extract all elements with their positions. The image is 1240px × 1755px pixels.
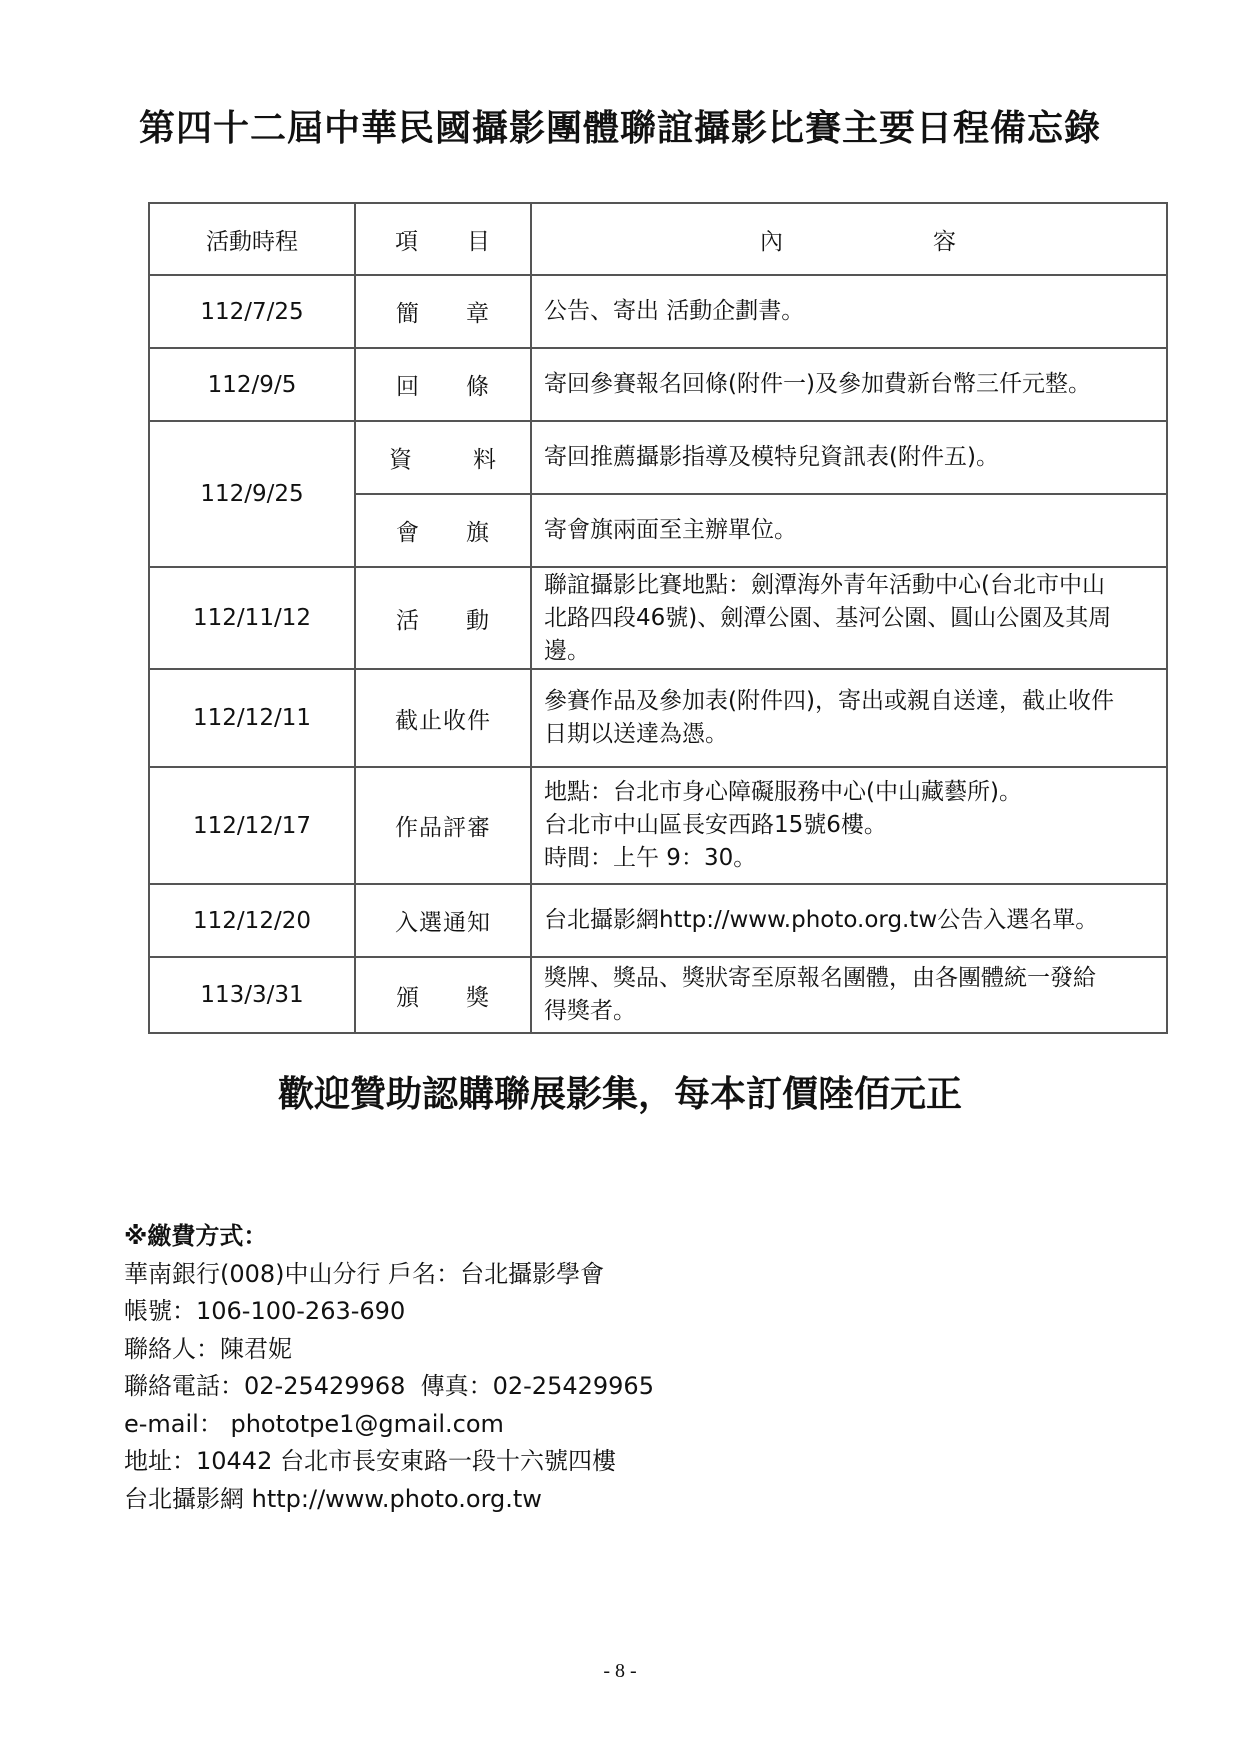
table-row <box>149 884 1167 957</box>
row-date: 112/12/17 <box>149 767 355 884</box>
content-line: 邊。 <box>544 637 590 664</box>
content-line: 獎牌、獎品、獎狀寄至原報名團體，由各團體統一發給 <box>544 965 1096 991</box>
website-line: 台北攝影網 http://www.photo.org.tw <box>124 1484 542 1513</box>
row-item: 截止收件 <box>355 669 531 767</box>
address-line: 地址：10442 台北市長安東路一段十六號四樓 <box>124 1447 616 1475</box>
row-content: 台北攝影網http://www.photo.org.tw公告入選名單。 <box>531 884 1167 957</box>
table-row <box>149 348 1167 421</box>
row-item-char-1: 活 <box>396 607 420 634</box>
row-item-char-1: 資 <box>389 447 413 473</box>
row-item-char-2: 獎 <box>466 984 490 1011</box>
row-item <box>355 957 531 1033</box>
table-row <box>149 421 1167 494</box>
document-title: 第四十二屆中華民國攝影團體聯誼攝影比賽主要日程備忘錄 <box>138 108 1101 149</box>
row-date: 112/11/12 <box>149 567 355 669</box>
row-item: 入選通知 <box>355 884 531 957</box>
account-line: 帳號：106-100-263-690 <box>124 1297 406 1325</box>
row-item <box>355 567 531 669</box>
row-content: 寄回推薦攝影指導及模特兒資訊表(附件五)。 <box>531 421 1167 494</box>
schedule-table <box>148 202 1168 1034</box>
row-content: 寄會旗兩面至主辦單位。 <box>531 494 1167 567</box>
content-line: 參賽作品及參加表(附件四)，寄出或親自送達，截止收件 <box>544 688 1114 714</box>
table-row <box>149 767 1167 884</box>
row-item <box>355 348 531 421</box>
row-content: 公告、寄出 活動企劃書。 <box>531 275 1167 348</box>
header-date: 活動時程 <box>149 203 355 275</box>
row-item: 作品評審 <box>355 767 531 884</box>
row-item-char-1: 回 <box>396 374 420 400</box>
row-date: 113/3/31 <box>149 957 355 1033</box>
row-item <box>355 494 531 567</box>
header-content-char-1: 內 <box>760 228 783 255</box>
header-content <box>531 203 1167 275</box>
header-item-char-1: 項 <box>395 228 419 255</box>
bank-line: 華南銀行(008)中山分行 戶名：台北攝影學會 <box>124 1259 605 1288</box>
row-content <box>531 669 1167 767</box>
row-content <box>531 767 1167 884</box>
content-line: 時間：上午 9：30。 <box>544 845 757 871</box>
table-row <box>149 275 1167 348</box>
row-item <box>355 421 531 494</box>
row-item-char-2: 旗 <box>466 520 490 546</box>
sponsor-slogan: 歡迎贊助認購聯展影集，每本訂價陸佰元正 <box>277 1074 962 1115</box>
payment-info <box>124 1218 654 1518</box>
phone-fax-line: 聯絡電話：02-25429968 傳真：02-25429965 <box>124 1372 654 1400</box>
row-content <box>531 567 1167 669</box>
table-row <box>149 567 1167 669</box>
content-line: 北路四段46號)、劍潭公園、基河公園、圓山公園及其周 <box>544 604 1112 631</box>
row-item-char-2: 料 <box>473 447 497 473</box>
row-date: 112/12/20 <box>149 884 355 957</box>
row-date: 112/9/5 <box>149 348 355 421</box>
payment-heading: ※繳費方式： <box>124 1222 268 1250</box>
row-date: 112/9/25 <box>149 421 355 567</box>
row-date: 112/7/25 <box>149 275 355 348</box>
content-line: 日期以送達為憑。 <box>544 721 728 747</box>
row-item-char-1: 簡 <box>396 301 420 327</box>
content-line: 地點：台北市身心障礙服務中心(中山藏藝所)。 <box>544 779 1022 805</box>
row-content <box>531 957 1167 1033</box>
page-number: - 8 - <box>603 1660 637 1682</box>
row-item-char-1: 會 <box>396 520 420 546</box>
contact-person-line: 聯絡人：陳君妮 <box>124 1334 292 1363</box>
row-item-char-1: 頒 <box>396 984 420 1011</box>
row-item-char-2: 條 <box>466 374 490 400</box>
row-item <box>355 275 531 348</box>
row-item-char-2: 章 <box>466 301 490 327</box>
email-line: e-mail： phototpe1@gmail.com <box>124 1409 504 1438</box>
table-header-row <box>149 203 1167 275</box>
row-item-char-2: 動 <box>466 607 490 634</box>
header-content-char-2: 容 <box>933 228 956 255</box>
row-date: 112/12/11 <box>149 669 355 767</box>
table-row <box>149 669 1167 767</box>
content-line: 台北市中山區長安西路15號6樓。 <box>544 812 887 838</box>
header-item-char-2: 目 <box>467 228 491 255</box>
row-content: 寄回參賽報名回條(附件一)及參加費新台幣三仟元整。 <box>531 348 1167 421</box>
table-row <box>149 957 1167 1033</box>
content-line: 得獎者。 <box>544 998 636 1024</box>
content-line: 聯誼攝影比賽地點：劍潭海外青年活動中心(台北市中山 <box>544 571 1105 598</box>
header-item <box>355 203 531 275</box>
